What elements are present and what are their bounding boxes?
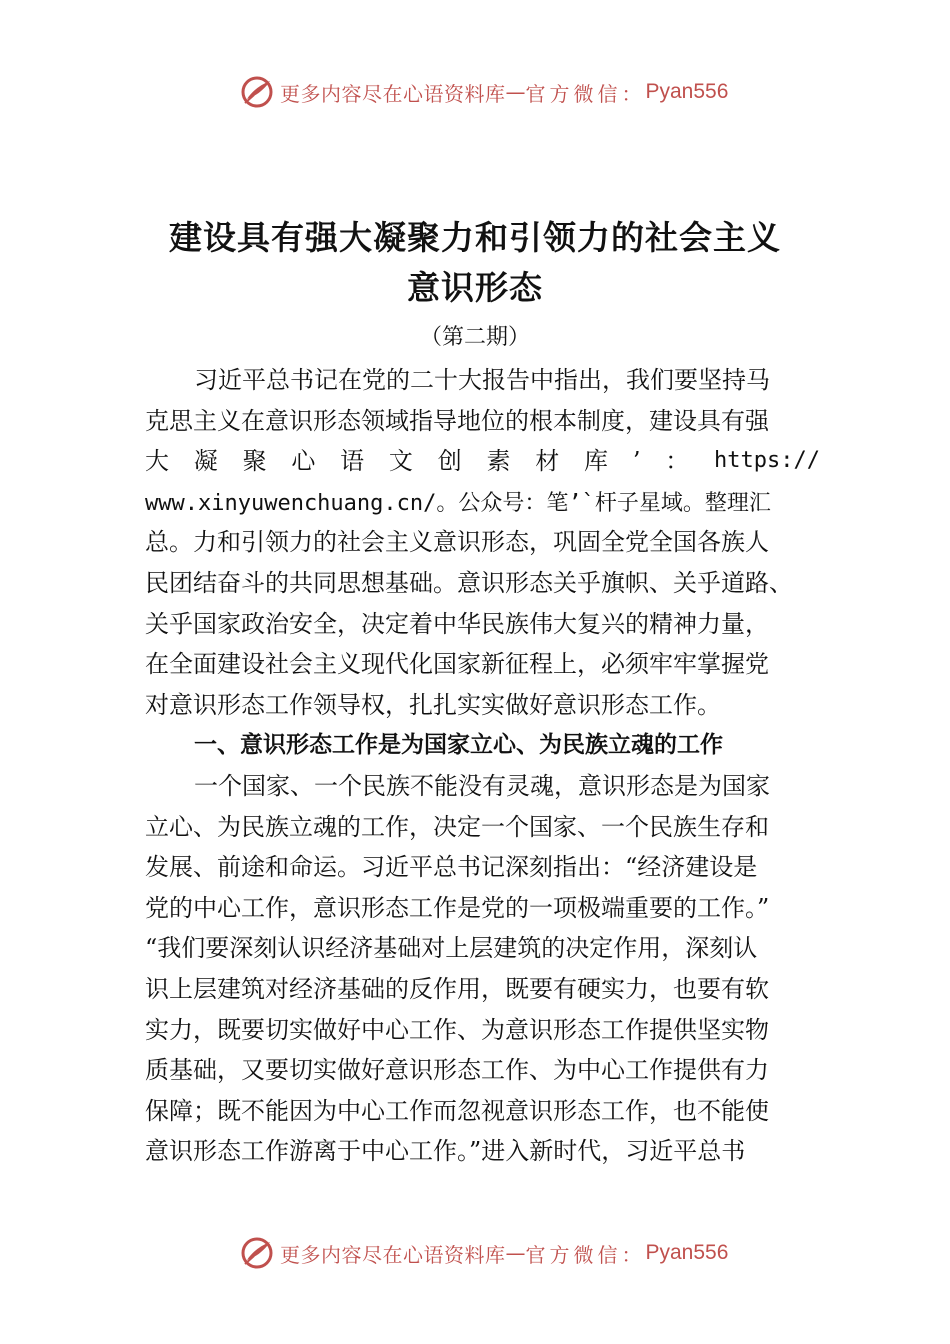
paragraph-line: 总。力和引领力的社会主义意识形态，巩固全党全国各族人 bbox=[145, 528, 769, 557]
paragraph-line: 民团结奋斗的共同思想基础。意识形态关乎旗帜、关乎道路、 bbox=[145, 568, 793, 597]
quill-circle-logo-icon bbox=[240, 75, 274, 109]
watermark-separator: — bbox=[505, 80, 526, 104]
watermark-wechat-id: Pyan556 bbox=[645, 80, 729, 103]
section-heading: 一、意识形态工作是为国家立心、为民族立魂的工作 bbox=[194, 732, 723, 759]
spaced-char: 聚 bbox=[242, 447, 267, 476]
spaced-char: 凝 bbox=[193, 447, 218, 476]
watermark-separator: — bbox=[505, 1241, 526, 1265]
paragraph-line: 质基础，又要切实做好意识形态工作、为中心工作提供有力 bbox=[145, 1056, 769, 1085]
spaced-char: 语 bbox=[340, 447, 365, 476]
paragraph-line: 关乎国家政治安全，决定着中华民族伟大复兴的精神力量， bbox=[145, 609, 769, 638]
paragraph-line: 克思主义在意识形态领域指导地位的根本制度，建设具有强 bbox=[145, 406, 769, 435]
paragraph-line: 意识形态工作游离于中心工作。”进入新时代，习近平总书 bbox=[145, 1137, 746, 1166]
spaced-char: 素 bbox=[486, 447, 511, 476]
spaced-char: 心 bbox=[291, 447, 316, 476]
paragraph-line: 立心、为民族立魂的工作，决定一个国家、一个民族生存和 bbox=[145, 812, 769, 841]
watermark-content bbox=[240, 1233, 728, 1273]
paragraph-line: “我们要深刻认识经济基础对上层建筑的决定作用，深刻认 bbox=[145, 934, 758, 963]
watermark-text: 更多内容尽在心语资料库 bbox=[280, 81, 506, 106]
spaced-char: 创 bbox=[437, 447, 462, 476]
spaced-char: 文 bbox=[388, 447, 413, 476]
paragraph-line: 党的中心工作，意识形态工作是党的一项极端重要的工作。” bbox=[145, 893, 770, 922]
document-body bbox=[145, 360, 820, 1172]
paragraph-line: 一个国家、一个民族不能没有灵魂，意识形态是为国家 bbox=[194, 771, 770, 800]
url-line-text: www.xinyuwenchuang.cn/。公众号：笔’`杆子星域。整理汇 bbox=[145, 490, 771, 516]
spaced-char: ： bbox=[665, 447, 690, 476]
watermark-wechat-label: 官方微信： bbox=[525, 81, 646, 106]
spaced-char: 库 bbox=[584, 447, 609, 476]
document-title-line-1: 建设具有强大凝聚力和引领力的社会主义 bbox=[169, 218, 781, 257]
header-watermark-banner bbox=[0, 72, 950, 112]
watermark-text: 更多内容尽在心语资料库 bbox=[280, 1242, 506, 1267]
quill-circle-logo-icon bbox=[240, 1236, 274, 1270]
paragraph-line: 发展、前途和命运。习近平总书记深刻指出：“经济建设是 bbox=[145, 853, 758, 882]
url-fragment: https:// bbox=[714, 448, 820, 474]
paragraph-line: 在全面建设社会主义现代化国家新征程上，必须牢牢掌握党 bbox=[145, 650, 769, 679]
paragraph-line: 习近平总书记在党的二十大报告中指出，我们要坚持马 bbox=[194, 366, 770, 394]
paragraph-line: 对意识形态工作领导权，扎扎实实做好意识形态工作。 bbox=[145, 690, 721, 719]
paragraph-line: 实力，既要切实做好中心工作、为意识形态工作提供坚实物 bbox=[145, 1015, 769, 1044]
watermark-wechat-label: 官方微信： bbox=[525, 1242, 646, 1267]
spaced-char: ’ bbox=[632, 447, 641, 476]
paragraph-line: 识上层建筑对经济基础的反作用，既要有硬实力，也要有软 bbox=[145, 974, 769, 1003]
issue-label: （第二期） bbox=[419, 325, 530, 350]
watermark-content bbox=[240, 72, 728, 112]
spaced-char: 材 bbox=[535, 447, 560, 476]
spaced-paragraph-line bbox=[145, 441, 820, 482]
paragraph-line bbox=[145, 482, 820, 523]
document-title-line-2: 意识形态 bbox=[407, 268, 543, 307]
paragraph-line: 保障；既不能因为中心工作而忽视意识形态工作，也不能使 bbox=[145, 1096, 769, 1125]
watermark-wechat-id: Pyan556 bbox=[645, 1241, 729, 1264]
spaced-char: 大 bbox=[145, 447, 169, 476]
footer-watermark-banner bbox=[0, 1233, 950, 1273]
